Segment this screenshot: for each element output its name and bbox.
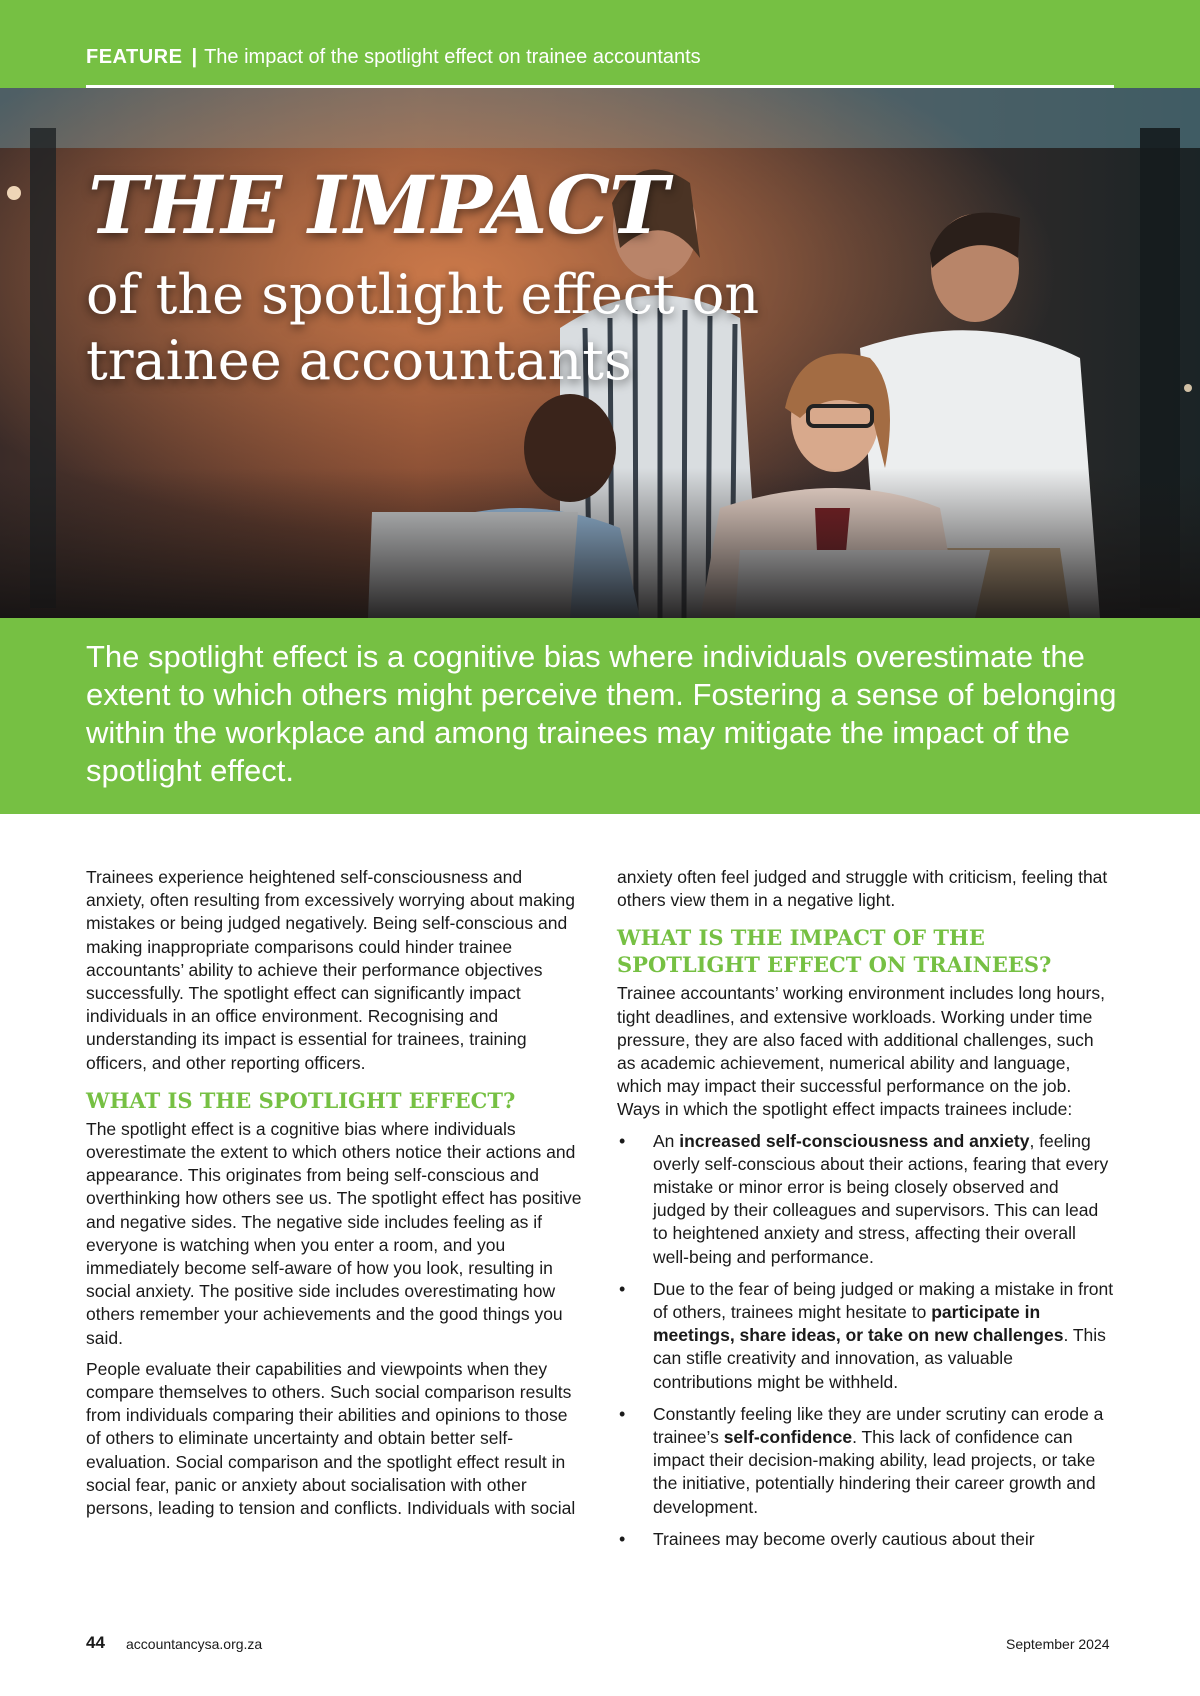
body-paragraph: People evaluate their capabilities and viewpoints when they compare themselves to others. Such social comparison results from individuals comparing their abilities and opinions to those of others to eliminate uncertainty and obtain better self-evaluation. Social comparison and the spotlight effect result in social fear, panic or anxiety about socialisation with other persons, leading to tension and conflicts. Individuals with social (86, 1358, 576, 1519)
impact-list (617, 1130, 1115, 1551)
body-paragraph: Trainee accountants’ working environment includes long hours, tight deadlines, and extensive workloads. Working under time pressure, they are also faced with additional challenges, such as academic achievement, numerical ability and language, which may impact their successful performance on the job. Ways in which the spotlight effect impacts trainees include: (617, 983, 1106, 1120)
list-item: • Due to the fear of being judged or making a mistake in front of others, trainees might hesitate to participate in meetings, share ideas, or take on new challenges. This can stifle creativity and innovation, as valuable contributions might be withheld. (619, 1278, 1114, 1392)
article-title: THE IMPACT (88, 158, 668, 252)
intro-paragraph: Trainees experience heightened self-consciousness and anxiety, often resulting from excessively worrying about making mistakes or being judged negatively. Being self-conscious and making inappropriate comparisons could hinder trainee accountants’ ability to achieve their performance objectives successfully. The spotlight effect can significantly impact individuals in an office environment. Recognising and understanding its impact is essential for trainees, training officers, and other reporting officers. (86, 867, 575, 1073)
header-separator: | (191, 46, 198, 68)
running-head (86, 46, 701, 69)
body-paragraph: The spotlight effect is a cognitive bias where individuals overestimate the extent to which others notice their actions and appearance. This originates from being self-conscious and overthinking how others see us. The spotlight effect has positive and negative sides. The negative side includes feeling as if everyone is watching when you enter a room, and you immediately become self-aware of how you look, resulting in social anxiety. The positive side includes overestimating how others remember your achievements and the good things you said. (86, 1118, 582, 1348)
section-kicker: FEATURE (86, 46, 183, 68)
list-item: • Constantly feeling like they are under scrutiny can erode a trainee’s self-confidence. This lack of confidence can impact their decision-making ability, lead projects, or take the initiative, potentially hindering their career growth and development. (619, 1403, 1104, 1517)
footer-issue-date: September 2024 (1006, 1636, 1110, 1652)
page-number: 44 (86, 1633, 105, 1652)
standfirst: The spotlight effect is a cognitive bias where individuals overestimate the extent to which others might perceive them. Fostering a sense of belonging within the workplace and among trainees may mitigate the impact of the spotlight effect. (86, 639, 1117, 788)
section-heading: WHAT IS THE SPOTLIGHT EFFECT? (86, 1087, 516, 1113)
footer-site-link[interactable]: accountancysa.org.za (126, 1636, 263, 1652)
running-headline: The impact of the spotlight effect on trainee accountants (204, 46, 701, 68)
body-paragraph: anxiety often feel judged and struggle with criticism, feeling that others view them in a negative light. (617, 867, 1108, 911)
header-band (0, 0, 1200, 88)
section-heading: WHAT IS THE IMPACT OF THE SPOTLIGHT EFFECT ON TRAINEES? (617, 925, 1052, 978)
bullet-icon: • (619, 1528, 626, 1549)
body-column-left (86, 866, 586, 1528)
list-item: • An increased self-consciousness and anxiety, feeling overly self-conscious about their actions, fearing that every mistake or minor error is being closely observed and judged by their colleagues and supervisors. This can lead to heightened anxiety and stress, affecting their overall well-being and performance. (619, 1130, 1109, 1267)
bullet-icon: • (619, 1130, 626, 1151)
article-subtitle: of the spotlight effect on trainee accountants (86, 263, 760, 392)
bullet-icon: • (619, 1278, 626, 1299)
bullet-icon: • (619, 1403, 626, 1424)
list-item: • Trainees may become overly cautious about their (617, 1528, 1115, 1551)
body-column-right (617, 866, 1115, 1560)
